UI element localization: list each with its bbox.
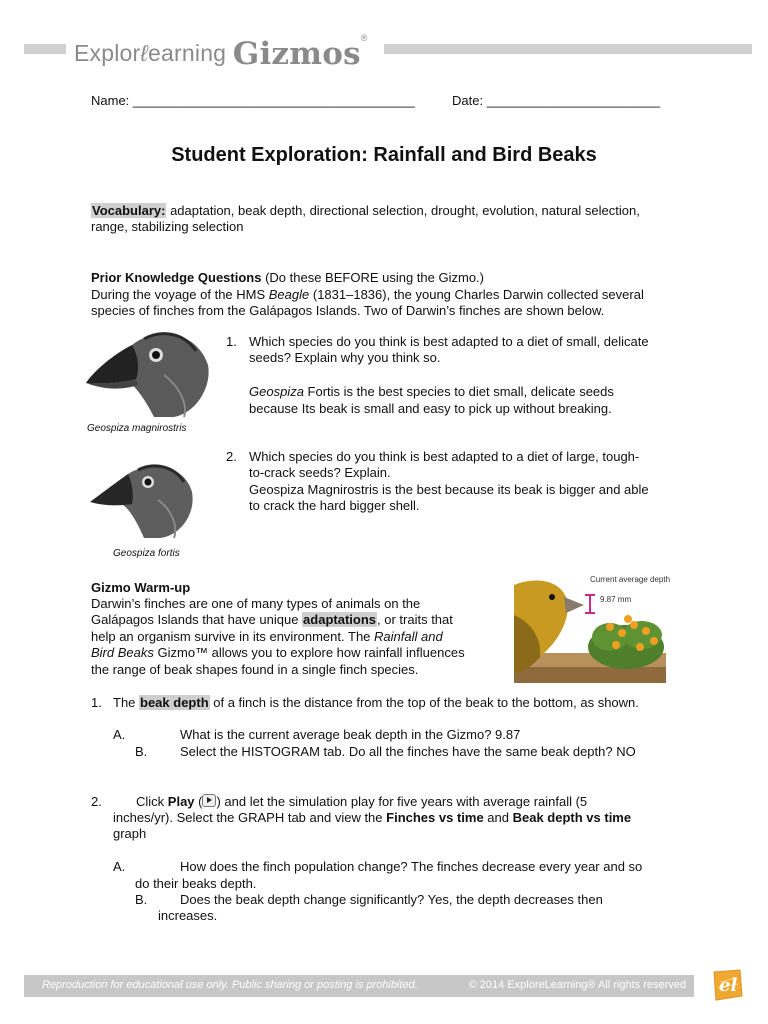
prior-a2-line-1: Geospiza Magnirostris is the best because its beak is bigger and able (249, 482, 649, 497)
page-title: Student Exploration: Rainfall and Bird Beaks (171, 144, 597, 166)
q1-a-label: A. (113, 727, 126, 742)
prior-intro-1: During the voyage of the HMS Beagle (1831–1836), the young Charles Darwin collected several (91, 287, 644, 302)
prior-a2-line-2: to crack the hard bigger shell. (249, 498, 420, 513)
gizmo-finch-figure (514, 575, 671, 683)
name-field: Name: _______________________________________ (91, 93, 415, 108)
q2-a-line-1: How does the finch population change? The finches decrease every year and so (180, 859, 643, 874)
finch-magnirostris-image (84, 325, 214, 420)
q1-b-text: Select the HISTOGRAM tab. Do all the finches have the same beak depth? NO (180, 744, 636, 759)
vocabulary-line-2: range, stabilizing selection (91, 219, 244, 234)
q2-number: 2. (91, 794, 102, 809)
footer-bar (24, 975, 694, 997)
q2-b-line-1: Does the beak depth change significantly? Yes, the depth decreases then (180, 892, 603, 907)
brand-logo: Explorℓearning Gizmos® (74, 33, 368, 72)
prior-q2-line-1: Which species do you think is best adapted to a diet of large, tough- (249, 449, 640, 464)
header-bar-left (24, 44, 66, 54)
warmup-line-1: Darwin’s finches are one of many types of animals on the (91, 596, 421, 611)
prior-q1-line-2: seeds? Explain why you think so. (249, 350, 441, 365)
caption-fortis: Geospiza fortis (113, 548, 180, 559)
warmup-line-3: help an organism survive in its environment. The Rainfall and (91, 629, 443, 644)
q2-line-2: inches/yr). Select the GRAPH tab and view the Finches vs time and Beak depth vs time (113, 810, 632, 825)
prior-q1-number: 1. (226, 334, 237, 349)
warmup-line-4: Bird Beaks Gizmo™ allows you to explore how rainfall influences (91, 645, 465, 660)
q2-b-label: B. (135, 892, 148, 907)
q1-number: 1. (91, 695, 102, 710)
warmup-line-5: the range of beak shapes found in a single finch species. (91, 662, 419, 677)
q1-a-text: What is the current average beak depth in the Gizmo? 9.87 (180, 727, 521, 742)
q2-a-line-2: do their beaks depth. (135, 876, 257, 891)
date-field: Date: ________________________ (452, 93, 661, 108)
prior-q1-line-1: Which species do you think is best adapted to a diet of small, delicate (249, 334, 649, 349)
play-icon (202, 794, 216, 807)
q2-line-1: Click Play ( ) and let the simulation play for five years with average rainfall (5 (136, 794, 588, 809)
figure-depth-label: Current average depth (590, 575, 671, 584)
prior-q2-number: 2. (226, 449, 237, 464)
caption-magnirostris: Geospiza magnirostris (87, 423, 187, 434)
warmup-line-2: Galápagos Islands that have unique adaptations, or traits that (91, 612, 453, 627)
prior-q2-line-2: to-crack seeds? Explain. (249, 465, 391, 480)
vocabulary-line-1: Vocabulary: adaptation, beak depth, directional selection, drought, evolution, natural selection, (92, 203, 640, 218)
q2-b-line-2: increases. (158, 908, 218, 923)
figure-depth-value: 9.87 mm (600, 595, 632, 604)
prior-intro-2: species of finches from the Galápagos Islands. Two of Darwin’s finches are shown below. (91, 303, 605, 318)
explorelearning-logo-icon (708, 966, 746, 1004)
q2-line-3: graph (113, 826, 147, 841)
header-bar-right (384, 44, 752, 54)
q2-a-label: A. (113, 859, 126, 874)
finch-fortis-image (88, 458, 198, 540)
warmup-heading: Gizmo Warm-up (91, 580, 191, 595)
prior-a1-line-2: because Its beak is small and easy to pick up without breaking. (249, 401, 612, 416)
prior-heading: Prior Knowledge Questions (Do these BEFORE using the Gizmo.) (91, 270, 484, 285)
q1-text: The beak depth of a finch is the distance from the top of the beak to the bottom, as shown. (113, 695, 639, 710)
q1-b-label: B. (135, 744, 148, 759)
prior-a1-line-1: Geospiza Fortis is the best species to diet small, delicate seeds (249, 384, 614, 399)
footer-reproduction-note: Reproduction for educational use only. Public sharing or posting is prohibited. (42, 979, 418, 991)
logo-text: el (719, 975, 738, 996)
footer-copyright: © 2014 ExploreLearning® All rights reserved (468, 979, 686, 991)
